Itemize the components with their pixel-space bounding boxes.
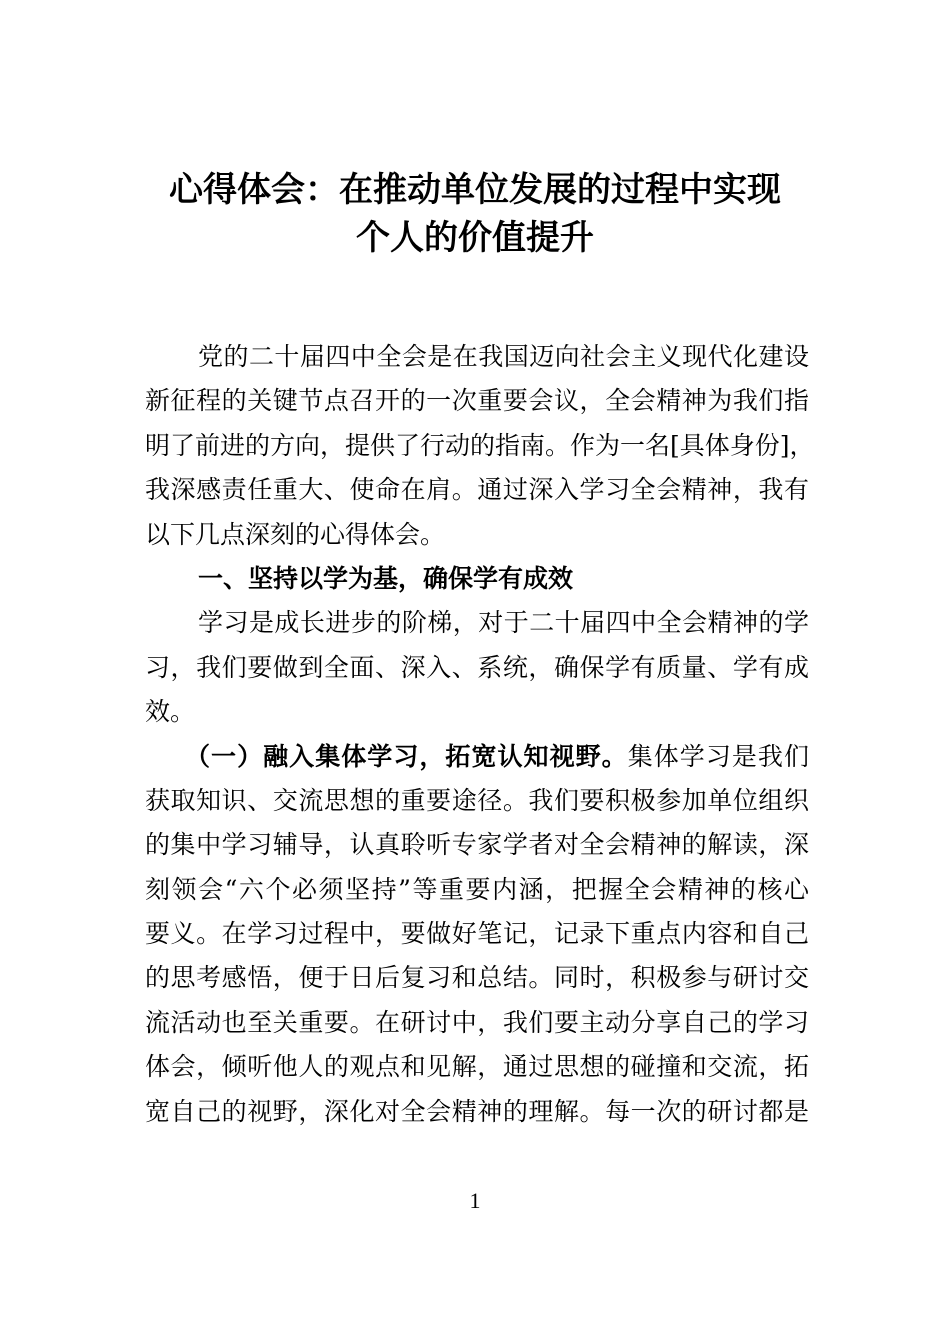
paragraph-line: 新征程的关键节点召开的一次重要会议，全会精神为我们指	[145, 386, 809, 416]
paragraph-line: 体会，倾听他人的观点和见解，通过思想的碰撞和交流，拓	[145, 1052, 809, 1082]
document-title-line-1: 心得体会：在推动单位发展的过程中实现	[169, 170, 781, 210]
paragraph-line: 刻领会“六个必须坚持”等重要内涵，把握全会精神的核心	[145, 874, 809, 904]
document-title-line-2: 个人的价值提升	[356, 218, 594, 258]
paragraph-line: 党的二十届四中全会是在我国迈向社会主义现代化建设	[198, 342, 809, 371]
subsection-heading: （一）融入集体学习，拓宽认知视野。	[185, 741, 628, 771]
paragraph-line: 明了前进的方向，提供了行动的指南。作为一名[具体身份]，	[145, 430, 815, 460]
paragraph-line: 以下几点深刻的心得体会。	[145, 519, 446, 549]
paragraph-text: 集体学习是我们	[627, 741, 809, 771]
section-heading: 一、坚持以学为基，确保学有成效	[198, 563, 574, 593]
document-body	[145, 335, 815, 1134]
paragraph-line: 我深感责任重大、使命在肩。通过深入学习全会精神，我有	[145, 475, 809, 505]
paragraph-line: 习，我们要做到全面、深入、系统，确保学有质量、学有成	[145, 652, 809, 682]
paragraph-line	[145, 735, 809, 779]
paragraph-line: 学习是成长进步的阶梯，对于二十届四中全会精神的学	[198, 608, 809, 638]
page-number: 1	[469, 1188, 481, 1213]
paragraph-line: 效。	[145, 697, 196, 727]
paragraph-line: 宽自己的视野，深化对全会精神的理解。每一次的研讨都是	[145, 1096, 809, 1126]
paragraph-line: 获取知识、交流思想的重要途径。我们要积极参加单位组织	[145, 785, 809, 815]
paragraph-line: 的集中学习辅导，认真聆听专家学者对全会精神的解读，深	[145, 830, 809, 860]
paragraph-line: 流活动也至关重要。在研讨中，我们要主动分享自己的学习	[145, 1007, 809, 1037]
paragraph-line: 的思考感悟，便于日后复习和总结。同时，积极参与研讨交	[145, 963, 809, 993]
paragraph-line: 要义。在学习过程中，要做好笔记，记录下重点内容和自己	[145, 919, 809, 949]
